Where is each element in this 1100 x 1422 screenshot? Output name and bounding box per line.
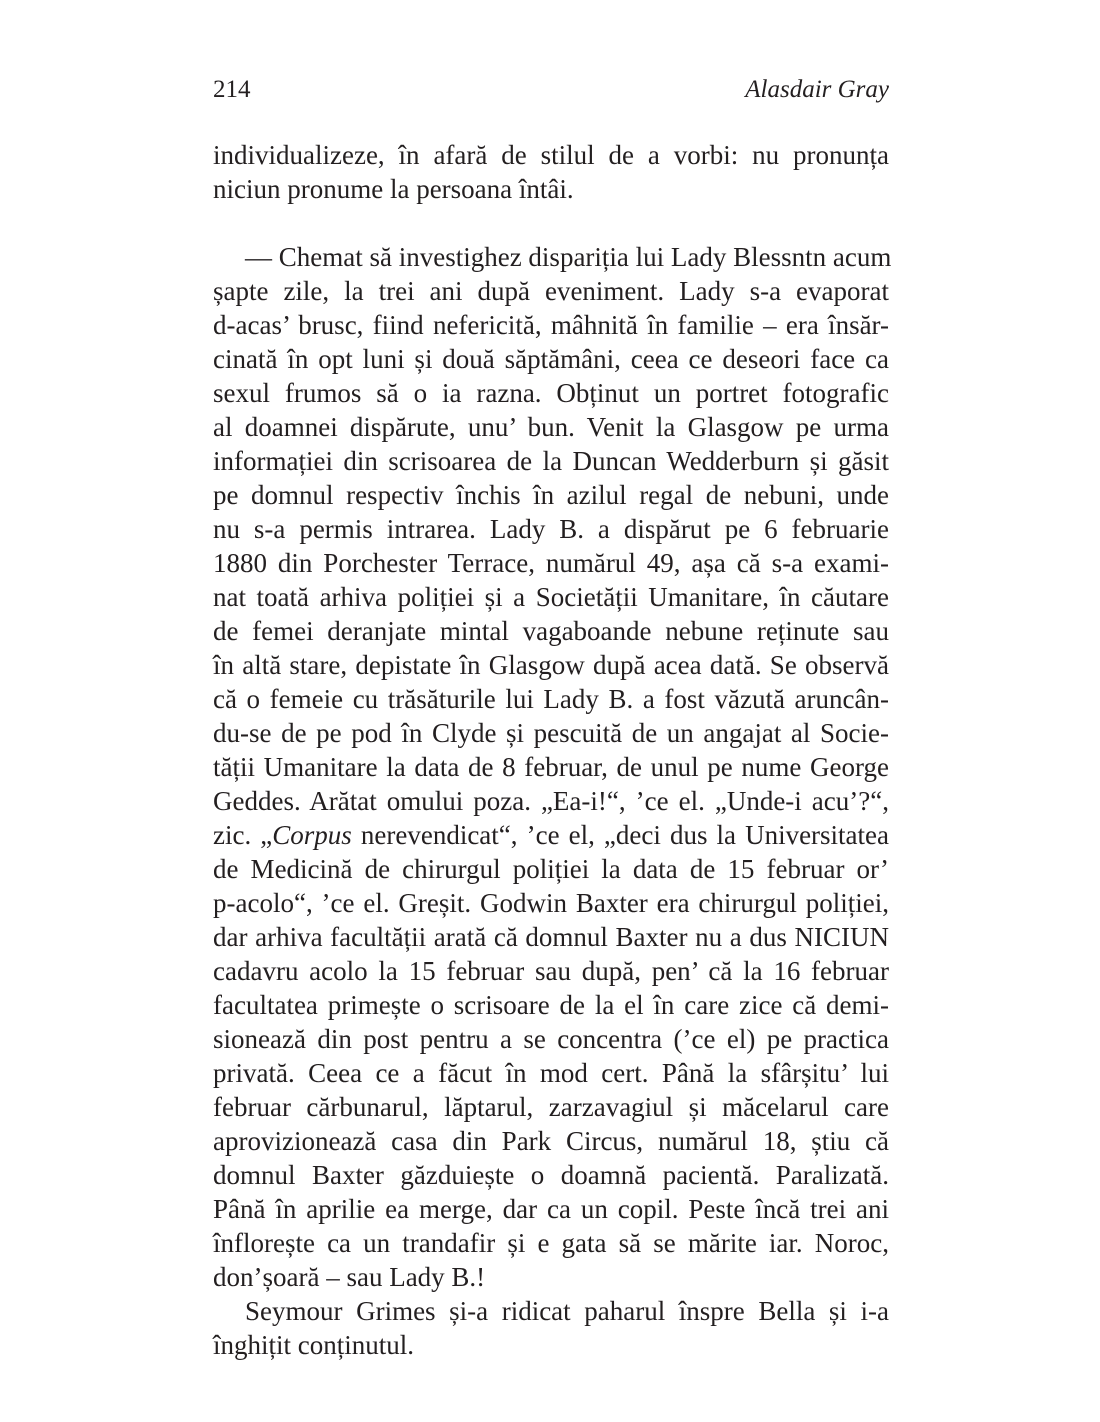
- text-line: individualizeze, în afară de stilul de a vorbi: nu pronunța: [213, 140, 889, 170]
- text-line: de Medicină de chirurgul poliției la data de 15 februar or’: [213, 854, 889, 884]
- text-line: 1880 din Porchester Terrace, numărul 49, așa că s-a exami-: [213, 548, 889, 578]
- text-line: facultatea primește o scrisoare de la el în care zice că demi-: [213, 990, 889, 1020]
- text-line: d-acas’ brusc, fiind nefericită, mâhnită în familie – era însăr-: [213, 310, 889, 340]
- text-line: aprovizionează casa din Park Circus, numărul 18, știu că: [213, 1126, 889, 1156]
- text-segment: nerevendicat“, ’ce el, „deci dus la Universitatea: [351, 820, 890, 850]
- text-line: că o femeie cu trăsăturile lui Lady B. a fost văzută aruncân-: [213, 684, 889, 714]
- running-title: Alasdair Gray: [745, 76, 889, 103]
- text-line: al doamnei dispărute, unu’ bun. Venit la Glasgow pe urma: [213, 412, 889, 442]
- text-line: nu s-a permis intrarea. Lady B. a dispărut pe 6 februarie: [213, 514, 889, 544]
- text-line: sionează din post pentru a se concentra (’ce el) pe practica: [213, 1024, 889, 1054]
- text-line: tății Umanitare la data de 8 februar, de unul pe nume George: [213, 752, 889, 782]
- text-line: Seymour Grimes și-a ridicat paharul înspre Bella și i-a: [245, 1296, 889, 1326]
- text-line: cinată în opt luni și două săptămâni, ceea ce deseori face ca: [213, 344, 889, 374]
- running-head: [213, 74, 889, 106]
- text-line: nat toată arhiva poliției și a Societății Umanitare, în căutare: [213, 582, 889, 612]
- paragraph-gap: [213, 206, 889, 240]
- text-line: în altă stare, depistate în Glasgow după acea dată. Se observă: [213, 650, 889, 680]
- text-line: du-se de pe pod în Clyde și pescuită de un angajat al Socie-: [213, 718, 889, 748]
- text-line: dar arhiva facultății arată că domnul Baxter nu a dus NICIUN: [213, 922, 889, 952]
- text-line: domnul Baxter găzduiește o doamnă pacientă. Paralizată.: [213, 1160, 889, 1190]
- text-line: înghițit conținutul.: [213, 1330, 414, 1360]
- text-line: șapte zile, la trei ani după eveniment. Lady s-a evaporat: [213, 276, 889, 306]
- text-line: privată. Ceea ce a făcut în mod cert. Până la sfârșitu’ lui: [213, 1058, 889, 1088]
- italic-word: Corpus: [272, 820, 352, 850]
- text-line: pe domnul respectiv închis în azilul regal de nebuni, unde: [213, 480, 889, 510]
- text-line: Geddes. Arătat omului poza. „Ea-i!“, ’ce el. „Unde-i acu’?“,: [213, 786, 889, 816]
- page-number: 214: [213, 76, 251, 103]
- text-line: Până în aprilie ea merge, dar ca un copil. Peste încă trei ani: [213, 1194, 889, 1224]
- text-line: p-acolo“, ’ce el. Greșit. Godwin Baxter era chirurgul poliției,: [213, 888, 889, 918]
- text-line: don’șoară – sau Lady B.!: [213, 1262, 486, 1292]
- text-line: sexul frumos să o ia razna. Obținut un portret fotografic: [213, 378, 889, 408]
- text-line: înflorește ca un trandafir și e gata să se mărite iar. Noroc,: [213, 1228, 889, 1258]
- text-segment: zic. „: [213, 820, 273, 850]
- text-line: niciun pronume la persoana întâi.: [213, 174, 574, 204]
- text-line: informației din scrisoarea de la Duncan Wedderburn și găsit: [213, 446, 889, 476]
- book-page: [213, 0, 892, 1422]
- text-line: cadavru acolo la 15 februar sau după, pen’ că la 16 februar: [213, 956, 889, 986]
- text-line: februar cărbunarul, lăptarul, zarzavagiul și măcelarul care: [213, 1092, 889, 1122]
- text-line: — Chemat să investighez dispariția lui Lady Blessntn acum: [245, 242, 892, 272]
- text-line-with-italic: [213, 818, 889, 852]
- body-text: [213, 138, 892, 1362]
- text-line: de femei deranjate mintal vagaboande nebune reținute sau: [213, 616, 889, 646]
